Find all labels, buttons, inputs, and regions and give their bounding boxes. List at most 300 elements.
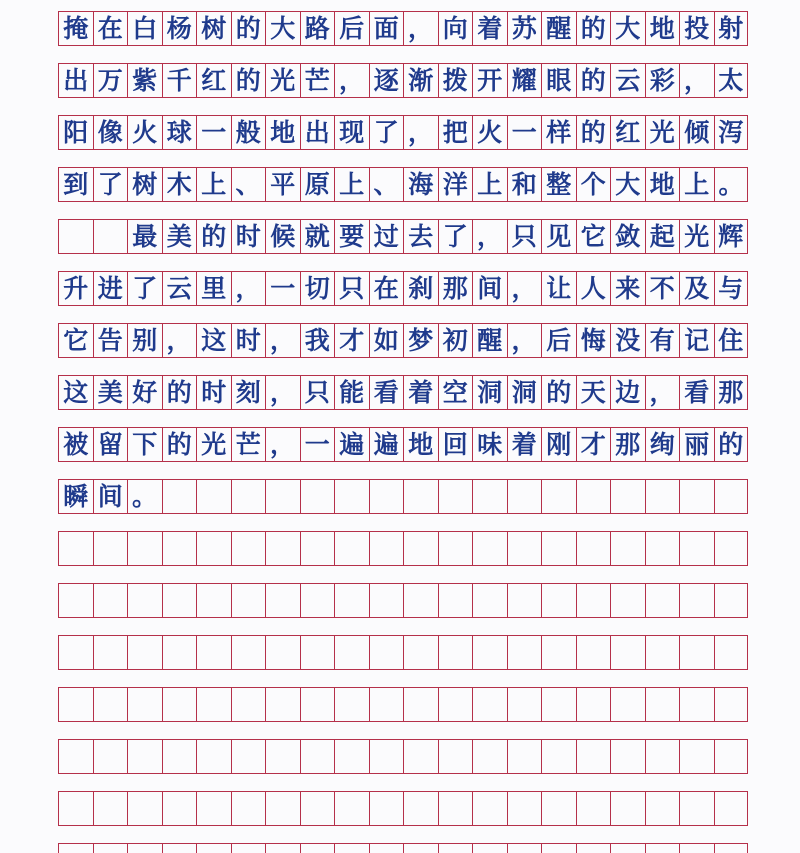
grid-cell	[265, 532, 300, 565]
grid-cell: 的	[576, 12, 611, 45]
grid-cell: 辉	[714, 220, 749, 253]
grid-cell: 泻	[714, 116, 749, 149]
grid-cell	[300, 844, 335, 853]
grid-cell: ，	[265, 324, 300, 357]
grid-cell	[196, 584, 231, 617]
grid-cell: ，	[472, 220, 507, 253]
grid-cell	[438, 584, 473, 617]
grid-cell: ，	[679, 64, 714, 97]
grid-cell: 上	[334, 168, 369, 201]
grid-cell	[58, 792, 93, 825]
grid-cell	[541, 688, 576, 721]
grid-cell: 与	[714, 272, 749, 305]
grid-cell: 空	[438, 376, 473, 409]
grid-cell: 千	[162, 64, 197, 97]
grid-cell: 有	[645, 324, 680, 357]
grid-cell	[369, 480, 404, 513]
grid-cell	[127, 636, 162, 669]
grid-cell	[610, 844, 645, 853]
grid-cell	[438, 844, 473, 853]
grid-cell	[93, 584, 128, 617]
grid-cell: 味	[472, 428, 507, 461]
grid-cell	[576, 844, 611, 853]
grid-cell	[472, 584, 507, 617]
grid-cell	[300, 636, 335, 669]
grid-cell	[334, 584, 369, 617]
grid-cell: 没	[610, 324, 645, 357]
grid-cell	[231, 740, 266, 773]
grid-cell	[162, 636, 197, 669]
grid-cell: 好	[127, 376, 162, 409]
grid-cell: 光	[679, 220, 714, 253]
grid-cell: 大	[610, 12, 645, 45]
grid-cell	[58, 688, 93, 721]
grid-cell	[93, 220, 128, 253]
grid-cell	[58, 740, 93, 773]
grid-cell	[369, 844, 404, 853]
grid-cell	[472, 532, 507, 565]
grid-cell	[196, 636, 231, 669]
grid-cell: 刚	[541, 428, 576, 461]
grid-row-11	[58, 531, 748, 566]
grid-cell: 去	[403, 220, 438, 253]
grid-cell: 看	[369, 376, 404, 409]
grid-cell: 初	[438, 324, 473, 357]
grid-cell: 样	[541, 116, 576, 149]
grid-cell	[127, 792, 162, 825]
grid-row-13	[58, 635, 748, 670]
grid-cell: 阳	[58, 116, 93, 149]
grid-cell: 上	[679, 168, 714, 201]
grid-cell	[645, 584, 680, 617]
grid-cell: 那	[714, 376, 749, 409]
grid-row-5	[58, 219, 748, 254]
grid-cell	[369, 636, 404, 669]
grid-cell: 射	[714, 12, 749, 45]
grid-cell: 开	[472, 64, 507, 97]
grid-cell	[93, 636, 128, 669]
grid-cell: 的	[576, 116, 611, 149]
grid-cell: 一	[300, 428, 335, 461]
grid-cell: 渐	[403, 64, 438, 97]
grid-cell: 整	[541, 168, 576, 201]
grid-cell: 面	[369, 12, 404, 45]
grid-cell: 般	[231, 116, 266, 149]
grid-cell	[679, 532, 714, 565]
grid-cell	[334, 532, 369, 565]
grid-cell: 见	[541, 220, 576, 253]
grid-cell: 地	[403, 428, 438, 461]
grid-cell: 间	[472, 272, 507, 305]
grid-cell: 就	[300, 220, 335, 253]
grid-cell: 及	[679, 272, 714, 305]
grid-cell	[576, 792, 611, 825]
grid-cell: 了	[127, 272, 162, 305]
grid-cell: 醒	[472, 324, 507, 357]
grid-cell: 芒	[300, 64, 335, 97]
grid-cell	[265, 740, 300, 773]
grid-cell	[300, 688, 335, 721]
grid-cell: 一	[507, 116, 542, 149]
grid-cell	[541, 844, 576, 853]
grid-cell: 美	[162, 220, 197, 253]
grid-row-4	[58, 167, 748, 202]
grid-cell: ，	[403, 12, 438, 45]
grid-cell	[403, 688, 438, 721]
grid-cell	[679, 792, 714, 825]
grid-cell: 悔	[576, 324, 611, 357]
grid-cell	[231, 792, 266, 825]
grid-cell: 的	[231, 12, 266, 45]
grid-cell	[541, 792, 576, 825]
grid-cell: 大	[610, 168, 645, 201]
grid-cell	[265, 792, 300, 825]
grid-cell	[645, 532, 680, 565]
grid-cell: 如	[369, 324, 404, 357]
grid-cell: 、	[369, 168, 404, 201]
grid-cell	[645, 740, 680, 773]
grid-cell	[334, 636, 369, 669]
grid-cell: 这	[58, 376, 93, 409]
grid-cell	[127, 532, 162, 565]
grid-cell	[300, 480, 335, 513]
grid-cell	[472, 844, 507, 853]
grid-cell	[231, 532, 266, 565]
grid-cell: 着	[507, 428, 542, 461]
grid-cell: 要	[334, 220, 369, 253]
grid-cell: 只	[334, 272, 369, 305]
grid-cell	[162, 740, 197, 773]
grid-cell: 遍	[334, 428, 369, 461]
grid-cell: 只	[507, 220, 542, 253]
grid-cell: 那	[438, 272, 473, 305]
grid-cell	[334, 740, 369, 773]
grid-row-12	[58, 583, 748, 618]
grid-cell	[679, 636, 714, 669]
grid-cell	[93, 740, 128, 773]
grid-cell	[472, 740, 507, 773]
grid-cell: 升	[58, 272, 93, 305]
grid-cell: 那	[610, 428, 645, 461]
grid-cell: 芒	[231, 428, 266, 461]
grid-cell	[369, 532, 404, 565]
grid-cell: 的	[541, 376, 576, 409]
grid-cell: 像	[93, 116, 128, 149]
grid-cell: 的	[576, 64, 611, 97]
grid-cell: 里	[196, 272, 231, 305]
grid-cell	[714, 740, 749, 773]
grid-cell	[576, 740, 611, 773]
grid-row-1	[58, 11, 748, 46]
grid-cell: 苏	[507, 12, 542, 45]
grid-cell	[507, 844, 542, 853]
grid-cell: 后	[541, 324, 576, 357]
grid-cell: 球	[162, 116, 197, 149]
grid-cell	[507, 636, 542, 669]
grid-cell: ，	[403, 116, 438, 149]
grid-cell	[541, 740, 576, 773]
grid-cell	[300, 584, 335, 617]
grid-cell: 起	[645, 220, 680, 253]
grid-cell	[127, 688, 162, 721]
grid-cell: 遍	[369, 428, 404, 461]
grid-cell	[58, 584, 93, 617]
grid-cell: 的	[162, 428, 197, 461]
grid-cell: 的	[196, 220, 231, 253]
grid-cell	[714, 532, 749, 565]
grid-cell: 进	[93, 272, 128, 305]
grid-cell: 眼	[541, 64, 576, 97]
grid-cell	[127, 740, 162, 773]
grid-cell	[334, 480, 369, 513]
grid-cell: 个	[576, 168, 611, 201]
grid-cell: 才	[576, 428, 611, 461]
grid-row-6	[58, 271, 748, 306]
grid-cell	[58, 532, 93, 565]
grid-cell	[438, 792, 473, 825]
grid-cell	[196, 844, 231, 853]
grid-cell	[472, 480, 507, 513]
grid-cell	[403, 844, 438, 853]
grid-cell	[231, 844, 266, 853]
grid-cell	[265, 688, 300, 721]
grid-cell: 掩	[58, 12, 93, 45]
grid-cell: 木	[162, 168, 197, 201]
grid-cell: 最	[127, 220, 162, 253]
grid-cell	[369, 740, 404, 773]
grid-cell	[403, 792, 438, 825]
grid-cell: ，	[645, 376, 680, 409]
grid-cell: 着	[403, 376, 438, 409]
grid-cell: 洞	[507, 376, 542, 409]
grid-cell: ，	[231, 272, 266, 305]
grid-cell: 洋	[438, 168, 473, 201]
grid-cell	[610, 688, 645, 721]
grid-cell: 现	[334, 116, 369, 149]
grid-cell: 洞	[472, 376, 507, 409]
grid-cell: 倾	[679, 116, 714, 149]
grid-cell	[300, 792, 335, 825]
grid-cell	[576, 480, 611, 513]
grid-cell: 投	[679, 12, 714, 45]
grid-cell	[265, 480, 300, 513]
grid-cell: ，	[507, 324, 542, 357]
grid-cell	[645, 844, 680, 853]
grid-row-14	[58, 687, 748, 722]
grid-cell: 在	[93, 12, 128, 45]
grid-cell	[438, 740, 473, 773]
grid-cell	[403, 584, 438, 617]
grid-cell	[403, 532, 438, 565]
grid-cell	[93, 688, 128, 721]
grid-cell: 住	[714, 324, 749, 357]
grid-cell	[541, 584, 576, 617]
grid-cell	[507, 532, 542, 565]
grid-cell: 间	[93, 480, 128, 513]
grid-cell: 在	[369, 272, 404, 305]
grid-cell: 平	[265, 168, 300, 201]
grid-row-15	[58, 739, 748, 774]
grid-row-8	[58, 375, 748, 410]
grid-cell: 杨	[162, 12, 197, 45]
grid-cell: 火	[127, 116, 162, 149]
grid-cell	[334, 688, 369, 721]
grid-cell: 彩	[645, 64, 680, 97]
grid-cell: 时	[231, 220, 266, 253]
grid-cell: 火	[472, 116, 507, 149]
grid-cell	[507, 688, 542, 721]
grid-cell	[541, 636, 576, 669]
grid-cell	[541, 480, 576, 513]
grid-cell: 它	[576, 220, 611, 253]
grid-cell: 了	[369, 116, 404, 149]
grid-cell: 不	[645, 272, 680, 305]
grid-cell	[714, 792, 749, 825]
grid-cell	[610, 740, 645, 773]
grid-cell	[610, 532, 645, 565]
grid-cell: 上	[196, 168, 231, 201]
grid-cell: 云	[610, 64, 645, 97]
grid-cell	[507, 480, 542, 513]
grid-cell: 留	[93, 428, 128, 461]
grid-cell: 能	[334, 376, 369, 409]
grid-cell: ，	[334, 64, 369, 97]
grid-cell: 边	[610, 376, 645, 409]
grid-cell: 红	[196, 64, 231, 97]
grid-row-17	[58, 843, 748, 853]
grid-row-2	[58, 63, 748, 98]
grid-cell	[127, 844, 162, 853]
grid-cell	[162, 532, 197, 565]
grid-cell	[162, 584, 197, 617]
grid-cell	[334, 844, 369, 853]
grid-cell: 到	[58, 168, 93, 201]
grid-cell	[300, 740, 335, 773]
grid-cell: 一	[196, 116, 231, 149]
grid-cell	[196, 740, 231, 773]
grid-cell	[714, 584, 749, 617]
grid-cell	[162, 844, 197, 853]
grid-cell: 这	[196, 324, 231, 357]
grid-cell	[610, 480, 645, 513]
grid-cell: 。	[714, 168, 749, 201]
grid-cell: 了	[93, 168, 128, 201]
grid-cell	[714, 844, 749, 853]
grid-cell	[472, 636, 507, 669]
grid-cell	[645, 792, 680, 825]
grid-cell	[231, 480, 266, 513]
grid-cell: 天	[576, 376, 611, 409]
grid-cell: ，	[162, 324, 197, 357]
grid-cell: 来	[610, 272, 645, 305]
grid-cell: 候	[265, 220, 300, 253]
grid-cell: 地	[645, 168, 680, 201]
grid-cell	[196, 688, 231, 721]
grid-cell: 了	[438, 220, 473, 253]
grid-cell	[196, 532, 231, 565]
grid-cell: 梦	[403, 324, 438, 357]
grid-cell: 醒	[541, 12, 576, 45]
grid-cell: 耀	[507, 64, 542, 97]
grid-cell	[93, 532, 128, 565]
grid-cell: 绚	[645, 428, 680, 461]
grid-cell: 后	[334, 12, 369, 45]
grid-cell	[507, 740, 542, 773]
grid-cell	[231, 584, 266, 617]
grid-cell	[714, 688, 749, 721]
grid-cell	[576, 532, 611, 565]
grid-row-10	[58, 479, 748, 514]
grid-cell	[369, 688, 404, 721]
grid-cell	[438, 636, 473, 669]
grid-cell	[679, 584, 714, 617]
grid-cell: 告	[93, 324, 128, 357]
grid-cell: 红	[610, 116, 645, 149]
grid-cell: ，	[265, 376, 300, 409]
grid-cell	[403, 480, 438, 513]
grid-cell: 树	[127, 168, 162, 201]
grid-cell: ，	[265, 428, 300, 461]
grid-row-3	[58, 115, 748, 150]
grid-cell	[231, 688, 266, 721]
grid-cell: 紫	[127, 64, 162, 97]
grid-paper	[58, 11, 748, 853]
grid-cell: 云	[162, 272, 197, 305]
grid-cell	[369, 584, 404, 617]
grid-cell: 光	[196, 428, 231, 461]
grid-cell: 树	[196, 12, 231, 45]
grid-cell: 出	[58, 64, 93, 97]
grid-cell	[438, 532, 473, 565]
grid-cell: 被	[58, 428, 93, 461]
grid-cell	[196, 792, 231, 825]
grid-cell	[576, 688, 611, 721]
grid-cell	[472, 688, 507, 721]
grid-cell: 万	[93, 64, 128, 97]
grid-row-16	[58, 791, 748, 826]
grid-cell	[576, 636, 611, 669]
grid-cell	[679, 480, 714, 513]
grid-cell	[334, 792, 369, 825]
grid-cell: 美	[93, 376, 128, 409]
grid-cell: 人	[576, 272, 611, 305]
grid-cell: 时	[231, 324, 266, 357]
grid-cell: 刹	[403, 272, 438, 305]
grid-cell	[196, 480, 231, 513]
grid-cell	[403, 636, 438, 669]
grid-cell	[645, 636, 680, 669]
grid-cell: 敛	[610, 220, 645, 253]
grid-cell	[58, 636, 93, 669]
grid-cell: 过	[369, 220, 404, 253]
grid-cell: 着	[472, 12, 507, 45]
grid-cell: 我	[300, 324, 335, 357]
grid-cell	[714, 636, 749, 669]
grid-cell	[645, 480, 680, 513]
grid-cell	[576, 584, 611, 617]
grid-cell	[472, 792, 507, 825]
grid-cell: 只	[300, 376, 335, 409]
grid-cell: 回	[438, 428, 473, 461]
grid-cell: 把	[438, 116, 473, 149]
grid-cell	[369, 792, 404, 825]
grid-cell: 瞬	[58, 480, 93, 513]
grid-cell	[610, 584, 645, 617]
grid-cell	[403, 740, 438, 773]
grid-cell	[679, 844, 714, 853]
grid-cell: 逐	[369, 64, 404, 97]
grid-cell: 丽	[679, 428, 714, 461]
